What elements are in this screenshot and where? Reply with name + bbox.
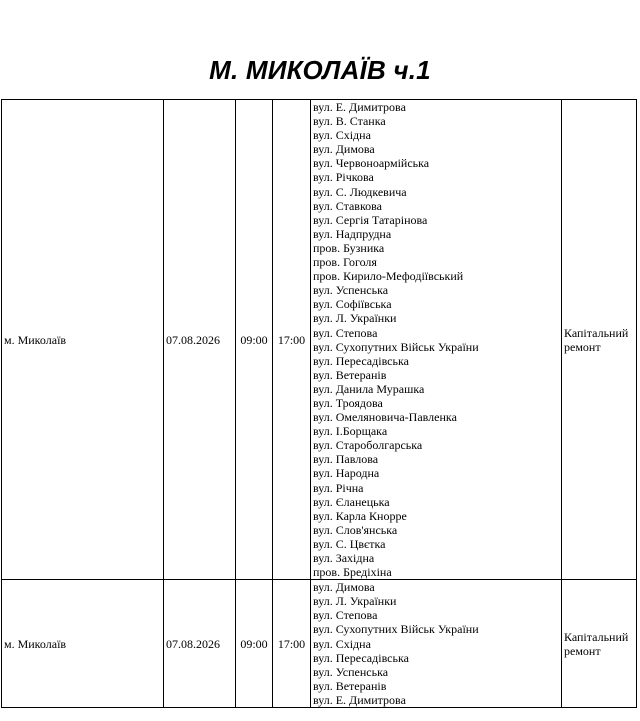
street-item: вул. Карла Кнорре xyxy=(313,508,407,523)
work-type-cell: Капітальний ремонт xyxy=(562,100,637,580)
street-item: вул. Ветеранів xyxy=(313,678,387,693)
street-item: вул. Данила Мурашка xyxy=(313,381,425,396)
street-item: пров. Кирило-Мефодіївський xyxy=(313,269,464,284)
city-cell: м. Миколаїв xyxy=(2,100,164,580)
street-item: вул. Ставкова xyxy=(313,198,382,213)
end-time-cell: 17:00 xyxy=(273,100,311,580)
street-item: вул. Слов'янська xyxy=(313,522,398,537)
street-item: вул. Сергія Татарінова xyxy=(313,212,428,227)
street-item: вул. Єланецька xyxy=(313,494,390,509)
street-item: вул. Степова xyxy=(313,608,378,623)
street-item: вул. Староболгарська xyxy=(313,438,423,453)
start-time-cell: 09:00 xyxy=(236,100,273,580)
start-time-cell: 09:00 xyxy=(236,580,273,708)
city-cell: м. Миколаїв xyxy=(2,580,164,708)
work-type-cell: Капітальний ремонт xyxy=(562,580,637,708)
street-item: вул. В. Станка xyxy=(313,114,386,129)
street-item: пров. Гоголя xyxy=(313,255,377,270)
street-item: вул. Троядова xyxy=(313,395,383,410)
street-item: вул. Сухопутних Військ України xyxy=(313,622,479,637)
street-item: вул. Річкова xyxy=(313,170,374,185)
street-item: вул. Димова xyxy=(313,580,375,595)
table-row xyxy=(2,100,637,580)
street-item: вул. Л. Українки xyxy=(313,594,397,609)
street-item: вул. Східна xyxy=(313,128,371,143)
street-item: пров. Бузника xyxy=(313,240,385,255)
street-item: вул. Успенська xyxy=(313,283,389,298)
street-item: вул. Західна xyxy=(313,551,375,565)
street-item: вул. Е. Димитрова xyxy=(313,100,406,114)
street-item: вул. Сухопутних Військ України xyxy=(313,339,479,354)
streets-cell xyxy=(311,580,562,708)
table-body xyxy=(2,100,637,708)
street-item: вул. Павлова xyxy=(313,452,379,467)
street-item: вул. Л. Українки xyxy=(313,311,397,326)
street-item: вул. Софіївська xyxy=(313,297,392,312)
street-item: вул. Е. Димитрова xyxy=(313,692,406,707)
street-item: вул. С. Цвєтка xyxy=(313,536,386,551)
street-item: вул. Народна xyxy=(313,466,380,481)
streets-cell xyxy=(311,100,562,580)
street-item: вул. Річна xyxy=(313,480,364,495)
street-item: вул. Східна xyxy=(313,636,371,651)
street-item: вул. Пересадівська xyxy=(313,353,409,368)
street-item: вул. Успенська xyxy=(313,664,389,679)
street-item: вул. С. Людкевича xyxy=(313,184,407,199)
street-item: вул. І.Борщака xyxy=(313,424,388,439)
table-row xyxy=(2,580,637,708)
street-item: вул. Димова xyxy=(313,142,375,157)
street-item: вул. Омеляновича-Павленка xyxy=(313,410,457,425)
street-item: вул. Ветеранів xyxy=(313,367,387,382)
street-item: вул. Пересадівська xyxy=(313,650,409,665)
date-cell: 07.08.2026 xyxy=(164,100,236,580)
street-item: вул. Червоноармійська xyxy=(313,156,430,171)
street-item: вул. Степова xyxy=(313,325,378,340)
date-cell: 07.08.2026 xyxy=(164,580,236,708)
end-time-cell: 17:00 xyxy=(273,580,311,708)
outage-schedule-table xyxy=(1,99,637,708)
street-item: пров. Бредіхіна xyxy=(313,565,392,580)
street-item: вул. Надпрудна xyxy=(313,226,392,241)
page-title: М. МИКОЛАЇВ ч.1 xyxy=(209,55,431,85)
